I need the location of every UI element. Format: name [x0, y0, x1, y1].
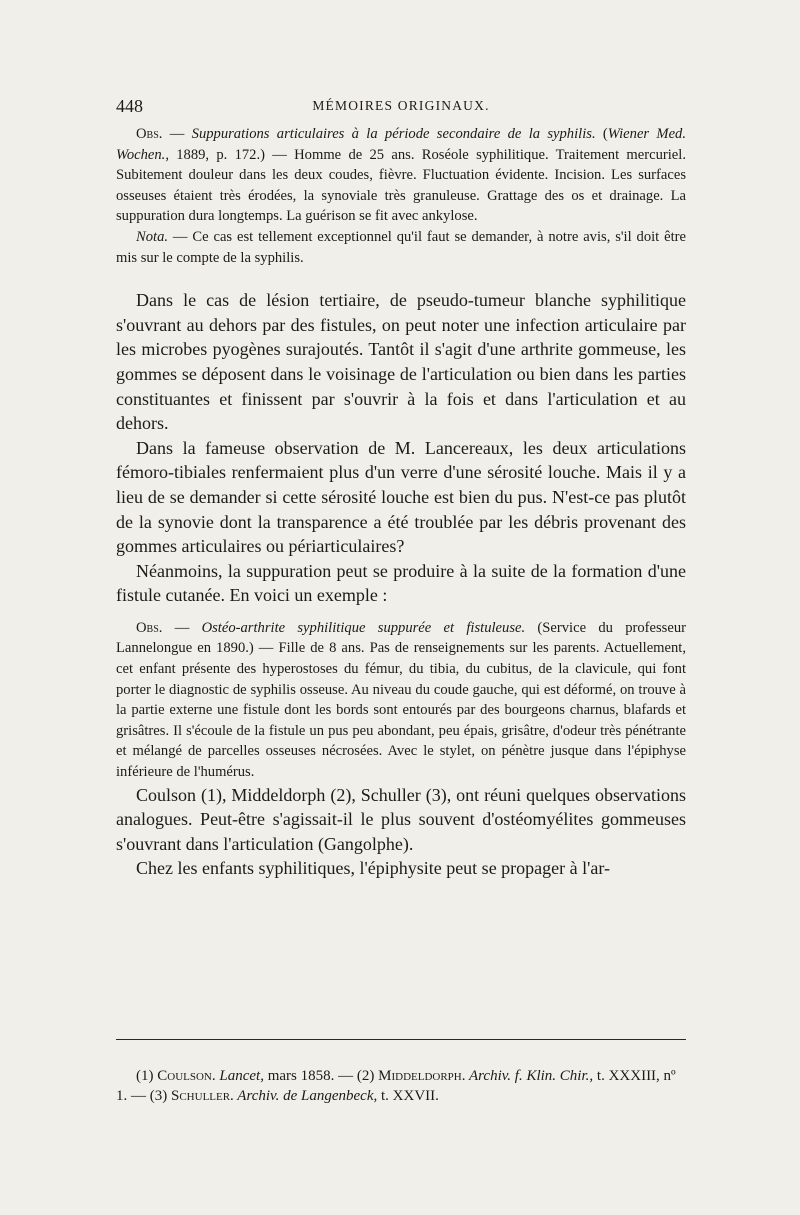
footnote-1-author: Coulson.	[157, 1068, 216, 1084]
page-header	[116, 96, 686, 120]
observation-1	[116, 124, 686, 227]
footnote-3-journal: Archiv. de Langenbeck,	[233, 1088, 378, 1104]
obs-title: Suppurations articulaires à la période secondaire de la syphilis.	[191, 126, 596, 142]
obs-text: (Service du professeur Lannelongue en 1890.) — Fille de 8 ans. Pas de renseignements sur les parents. Actuellement, cet enfant présente des hyperostoses du fémur, du tibia, du cubitus, de la clavicule, qui font porter le diagnostic de syphilis osseuse. Au niveau du coude gauche, qui est déformé, on trouve à la partie externe une fistule dont les bords sont entourés par des bourgeons charnus, blafards et grisâtres. Il s'écoule de la fistule un pus peu abondant, peu épais, grisâtre, d'odeur très pénétrante et mélangé de parcelles osseuses nécrosées. Avec le stylet, on pénètre jusque dans l'épiphyse inférieure de l'humérus.	[116, 619, 686, 781]
footnote-3-rest: t. XXVII.	[377, 1088, 439, 1104]
footnote-2-rest: t. XXXIII, nº 1. —	[116, 1068, 676, 1104]
paragraph-1: Dans le cas de lésion tertiaire, de pseudo-tumeur blanche syphilitique s'ouvrant au dehors par des fistules, on peut noter une infection articulaire par les microbes pyogènes surajoutés. Tantôt il s'agit d'une arthrite gommeuse, les gommes se déposent dans le voisinage de l'articulation ou bien dans les parties constituantes et finissent par s'ouvrir à la fois et dans l'articulation et au dehors.	[116, 290, 686, 434]
nota-label: Nota.	[136, 228, 169, 245]
nota-text: — Ce cas est tellement exceptionnel qu'il faut se demander, à notre avis, s'il doit être mis sur le compte de la syphilis.	[116, 228, 686, 266]
obs-journal: Wiener Med. Wochen.	[116, 126, 686, 163]
paragraph-2: Dans la fameuse observation de M. Lancereaux, les deux articulations fémoro-tibiales renfermaient plus d'un verre d'une sérosité louche. Mais il y a lieu de se demander si cette sérosité louche est bien du pus. N'est-ce pas plutôt de la synovie dont la transparence a été troublée par les débris provenant des gommes articulaires ou périarticulaires?	[116, 437, 686, 557]
paragraph-5: Chez les enfants syphilitiques, l'épiphysite peut se propager à l'ar-	[136, 858, 610, 879]
footnote-1-rest: mars 1858. —	[263, 1068, 357, 1084]
running-title: MÉMOIRES ORIGINAUX.	[312, 98, 490, 113]
footnotes	[116, 1066, 686, 1106]
paragraph-3: Néanmoins, la suppuration peut se produire à la suite de la formation d'une fistule cutanée. En voici un exemple :	[116, 560, 686, 606]
footnote-1-journal: Lancet,	[215, 1068, 264, 1084]
obs-title: Ostéo-arthrite syphilitique suppurée et fistuleuse.	[201, 619, 526, 636]
footnote-2-journal: Archiv. f. Klin. Chir.,	[465, 1068, 594, 1084]
obs-label: Obs.	[136, 126, 163, 142]
footnote-3-mark: (3)	[149, 1088, 171, 1104]
observation-1-nota	[116, 227, 686, 268]
obs-dash: —	[162, 126, 192, 142]
obs-source-open: (	[595, 126, 608, 142]
footnote-2-mark: (2)	[356, 1068, 379, 1084]
footnote-2-author: Middeldorph.	[378, 1068, 466, 1084]
page-number: 448	[116, 96, 143, 116]
footnote-rule	[116, 1039, 686, 1040]
page	[116, 96, 686, 1104]
obs-dash: —	[162, 619, 202, 636]
obs-text: , 1889, p. 172.) — Homme de 25 ans. Roséole syphilitique. Traitement mercuriel. Subitement douleur dans les deux coudes, fièvre. Fluctuation évidente. Incision. Les surfaces osseuses étaient très érodées, la synoviale très granuleuse. Grattage des os et drainage. La suppuration dura longtemps. La guérison se fit avec ankylose.	[116, 146, 686, 225]
footnote-3-author: Schuller.	[171, 1088, 234, 1104]
observation-2	[116, 618, 686, 783]
footnote-1-mark: (1)	[136, 1068, 158, 1084]
paragraph-4: Coulson (1), Middeldorph (2), Schuller (3), ont réuni quelques observations analogues. Peut-être s'agissait-il le plus souvent d'ostéomyélites gommeuses s'ouvrant dans l'articulation (Gangolphe).	[116, 784, 686, 854]
obs-label: Obs.	[136, 619, 163, 636]
